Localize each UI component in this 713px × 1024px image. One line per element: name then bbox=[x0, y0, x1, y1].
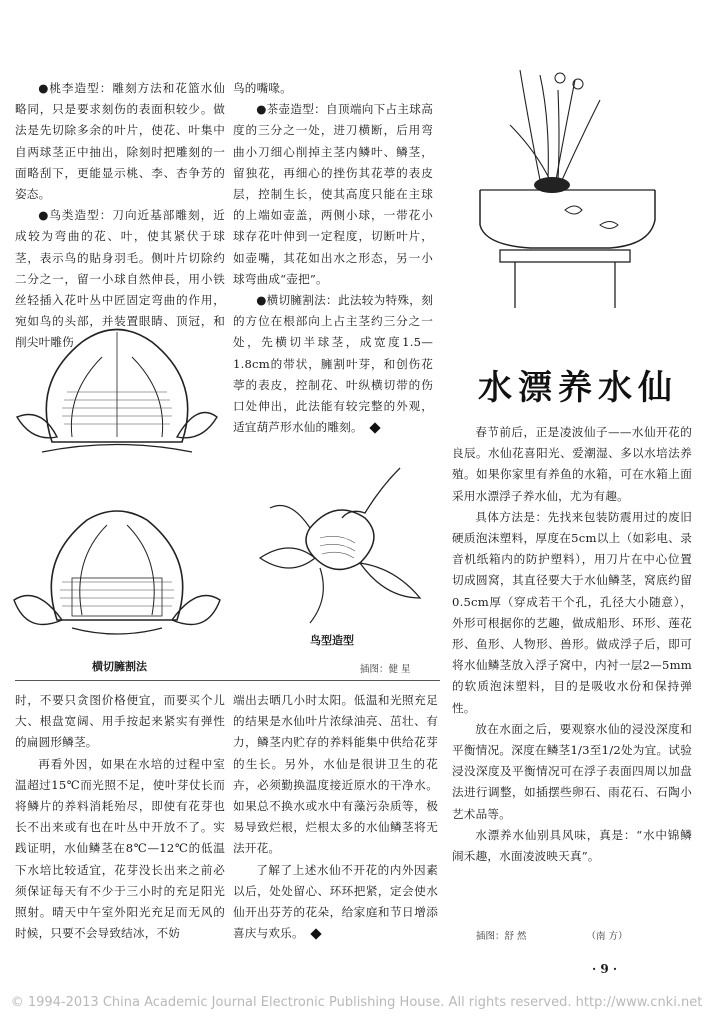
horizontal-cut-bulb-illustration-bottom bbox=[12, 500, 222, 655]
copyright-footer: © 1994-2013 China Academic Journal Electronic Publishing House. All rights reserved. http://www.cnki.net bbox=[10, 995, 703, 1010]
paragraph-buying-tips: 时，不要只贪图价格便宜，而要买个儿大、根盘宽阔、用手按起来紧实有弹性的扁圆形鳞茎。 bbox=[15, 693, 225, 750]
horizontal-cut-bulb-illustration-top bbox=[12, 312, 222, 472]
article-credit: 插图：舒 然 （南 方） bbox=[476, 931, 628, 942]
article-body bbox=[452, 422, 692, 867]
article-title: 水漂养水仙 bbox=[478, 368, 678, 408]
article-paragraph-method: 具体方法是：先找来包装防震用过的废旧硬质泡沫塑料，厚度在5cm以上（如彩电、录音机纸箱内的防护塑料），用刀片在中心位置切成圆窝，其直径要大于水仙鳞茎，窝底约留0.5cm厚（穿成若干个孔，孔径大小随意），外形可根据你的艺趣，做成船形、环形、莲花形、鱼形、人物形、兽形。做成浮子后，即可将水仙鳞茎放入浮子窝中，内衬一层2—5mm的软质泡沫塑料，目的是吸收水份和保持弹性。 bbox=[452, 509, 692, 715]
paragraph-sunlight: 端出去晒几小时太阳。低温和光照充足的结果是水仙叶片浓绿油亮、茁壮、有力，鳞茎内贮存的养料能集中供给花芽的生长。另外，水仙是很讲卫生的花卉，必须勤换温度接近原水的干净水。如果总不换水或水中有藻污杂质等，极易导致烂根，烂根太多的水仙鳞茎将无法开花。 bbox=[233, 693, 438, 856]
illustration-credit: 插图：健 星 bbox=[360, 664, 411, 675]
article-paragraph-placement: 放在水面之后，要观察水仙的浸没深度和平衡情况。深度在鳞茎1/3至1/2处为宜。试验浸没深度及平衡情况可在浮子表面四周以加盘法进行调整，如插摆些卵石、雨花石、石陶小艺术品等。 bbox=[452, 721, 692, 821]
mid-top-column bbox=[233, 78, 433, 438]
page-number: · 9 · bbox=[592, 962, 618, 976]
article-paragraph-conclusion: 水漂养水仙别具风味，真是：“水中锦鳞闹禾趣，水面凌波映天真”。 bbox=[452, 827, 692, 864]
bottom-left-column bbox=[15, 690, 225, 944]
caption-bird-shape: 鸟型造型 bbox=[310, 634, 354, 647]
paragraph-peach-plum: ●桃李造型：雕刻方法和花篮水仙略同，只是要求刻伤的表面积较少。做法是先切除多余的叶片，使花、叶集中自两球茎正中抽出，除刻时把雕刻的一面略刮下，更能显示桃、李、杏争芳的姿态。 bbox=[15, 81, 225, 202]
paragraph-horizontal-cut: ●横切臃割法：此法较为特殊，刻的方位在根部向上占主茎约三分之一处，先横切半球茎，成宽度1.5—1.8cm的带状，臃割叶芽，和创伤花葶的表皮，控制花、叶纵横切带的伤口处伸出，此法能有较完整的外观，适宜葫芦形水仙的雕刻。 bbox=[233, 293, 433, 435]
paragraph-teapot-type: ●茶壶造型：自顶端向下占主球高度的三分之一处，进刀横断，后用弯曲小刀细心削掉主茎内鳞叶、鳞茎，留独花，再细心的挫伤其花葶的表皮层，控制生长，使其高度只能在主球的上端如壶盖，两侧小球，一带花小球存花叶伸到一定程度，切断叶片，如壶嘴，其花如出水之形态，另一小球弯曲成“壶把”。 bbox=[233, 102, 433, 286]
paragraph-summary: 了解了上述水仙不开花的内外因素以后，处处留心、环环把紧，定会使水仙开出芬芳的花朵，给家庭和节日增添喜庆与欢乐。 bbox=[233, 862, 438, 941]
caption-horizontal-cut: 横切臃割法 bbox=[92, 660, 147, 673]
bottom-mid-column bbox=[233, 690, 438, 944]
paragraph-bird-beak: 鸟的嘴喙。 bbox=[233, 81, 292, 95]
paragraph-bird-type: ●鸟类造型：刀向近基部雕刻，近成较为弯曲的花、叶，使其紧伏于球茎，表示鸟的貼身羽毛。侧叶片切除约二分之一，留一小球自然伸長，用小铁丝轻插入花叶丛中匠固定弯曲的作用，宛如鸟的头部，并装置眼睛、顶冠，和削尖叶雕伤 bbox=[15, 208, 225, 350]
bird-shape-illustration bbox=[250, 458, 430, 633]
end-mark-icon bbox=[369, 423, 380, 434]
fish-tank-narcissus-illustration bbox=[470, 70, 680, 310]
end-mark-icon bbox=[310, 929, 321, 940]
paragraph-external-causes: 再看外因，如果在水培的过程中室温超过15℃而光照不足，使叶芽仗长而将鳞片的养料消耗殆尽，即使有花芽也长不出来或有也在叶丛中开放不了。实践证明，水仙鳞茎在8℃—12℃的低温下水培比较适宜，花芽没长出来之前必须保证每天有不少于三小时的充足阳光照射。晴天中午室外阳光充足而无风的时候，只要不会导致结冰，不妨 bbox=[15, 756, 225, 941]
section-divider bbox=[15, 680, 440, 681]
article-paragraph-intro: 春节前后，正是凌波仙子——水仙开花的良辰。水仙花喜阳光、爱潮湿、多以水培法养殖。如果你家里有养鱼的水箱，可在水箱上面采用水漂浮子养水仙，尤为有趣。 bbox=[452, 425, 692, 503]
